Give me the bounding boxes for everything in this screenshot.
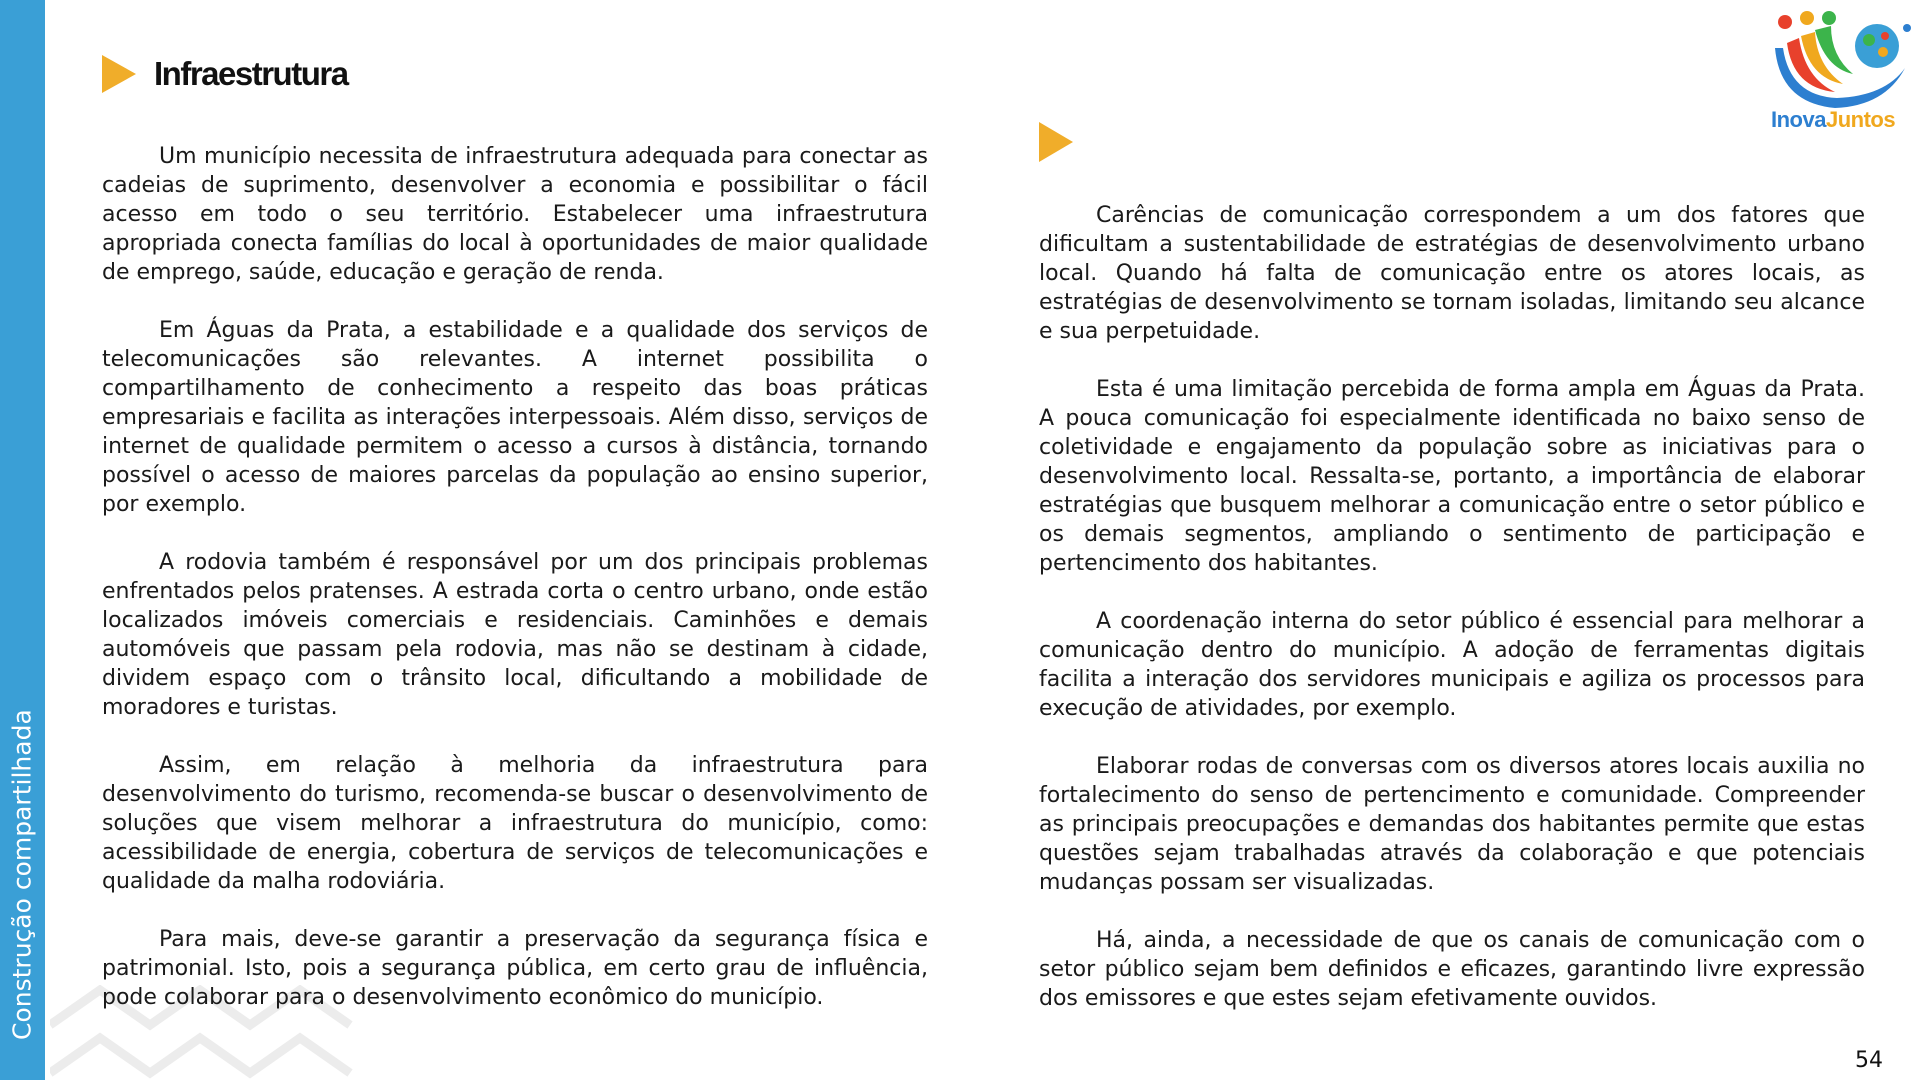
right-paragraph-1: Carências de comunicação correspondem a um dos fatores que dificultam a sustentabilidade de estratégias de desenvolvimento urbano local. Quando há falta de comunicação entre os atores locais, as estratégias de desenvolvimento se tornam isoladas, limitando seu alcance e sua perpetuidade.	[1039, 203, 1865, 344]
logo-wordmark	[1771, 107, 1895, 133]
sidebar-label: Construção compartilhada	[7, 709, 37, 1040]
right-paragraph-2: Esta é uma limitação percebida de forma ampla em Águas da Prata. A pouca comunicação foi especialmente identificada no baixo senso de coletividade e engajamento da população sobre as iniciativas para o desenvolvimento local. Ressalta-se, portanto, a importância de elaborar estratégias que busquem melhorar a comunicação entre o setor público e os demais segmentos, ampliando o sentimento de participação e pertencimento dos habitantes.	[1039, 377, 1865, 576]
title-marker-icon	[102, 55, 136, 93]
sidebar-band	[0, 0, 45, 1080]
section-header	[102, 55, 348, 93]
left-paragraph-3: A rodovia também é responsável por um dos principais problemas enfrentados pelos pratenses. A estrada corta o centro urbano, onde estão localizados imóveis comerciais e residenciais. Caminhões e demais automóveis que passam pela rodovia, mas não se destinam à cidade, dividem espaço com o trânsito local, dificultando a mobilidade de moradores e turistas.	[102, 550, 928, 720]
page-number: 54	[1855, 1048, 1883, 1073]
left-paragraph-1: Um município necessita de infraestrutura adequada para conectar as cadeias de suprimento, desenvolver a economia e possibilitar o fácil acesso em todo o seu território. Estabelecer uma infraestrutura apropriada conecta famílias do local à oportunidades de maior qualidade de emprego, saúde, educação e geração de renda.	[102, 144, 928, 285]
left-paragraph-5: Para mais, deve-se garantir a preservação da segurança física e patrimonial. Isto, pois a segurança pública, em certo grau de influência, pode colaborar para o desenvolvimento econômico do município.	[102, 927, 928, 1010]
left-paragraph-2: Em Águas da Prata, a estabilidade e a qualidade dos serviços de telecomunicações são relevantes. A internet possibilita o compartilhamento de conhecimento a respeito das boas práticas empresariais e facilita as interações interpessoais. Além disso, serviços de internet de qualidade permitem o acesso a cursos à distância, tornando possível o acesso de maiores parcelas da população ao ensino superior, por exemplo.	[102, 318, 928, 517]
column-marker-icon	[1039, 122, 1073, 162]
right-paragraph-3: A coordenação interna do setor público é essencial para melhorar a comunicação dentro do município. A adoção de ferramentas digitais facilita a interação dos servidores municipais e agiliza os processos para execução de atividades, por exemplo.	[1039, 609, 1865, 721]
logo-word-inova: Inova	[1771, 107, 1826, 132]
left-column	[102, 142, 928, 1041]
right-column	[1039, 201, 1865, 1042]
logo-word-juntos: Juntos	[1825, 107, 1896, 132]
left-paragraph-4: Assim, em relação à melhoria da infraestrutura para desenvolvimento do turismo, recomenda-se buscar o desenvolvimento de soluções que visem melhorar a infraestrutura do município, como: acessibilidade de energia, cobertura de serviços de telecomunicações e qualidade da malha rodoviária.	[102, 753, 928, 894]
right-paragraph-5: Há, ainda, a necessidade de que os canais de comunicação com o setor público sejam bem definidos e eficazes, garantindo livre expressão dos emissores e que estes sejam efetivamente ouvidos.	[1039, 928, 1865, 1011]
page-title: Infraestrutura	[154, 55, 348, 92]
right-paragraph-4: Elaborar rodas de conversas com os diversos atores locais auxilia no fortalecimento do senso de pertencimento e comunidade. Compreender as principais preocupações e demandas dos habitantes permite que estas questões sejam trabalhadas através da colaboração e que potenciais mudanças possam ser visualizadas.	[1039, 754, 1865, 895]
